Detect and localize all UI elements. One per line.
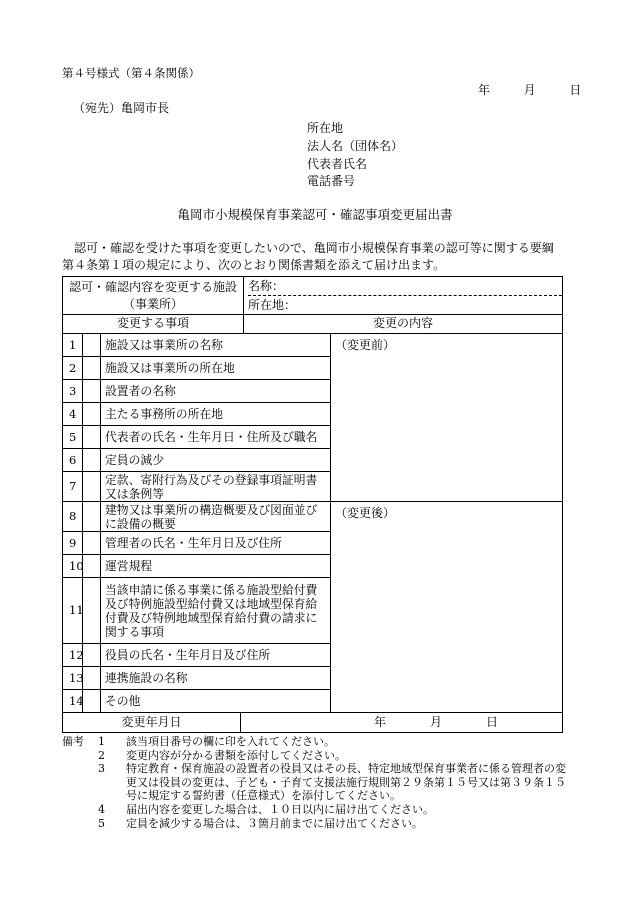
applicant-block [307, 120, 403, 191]
items-header: 変更する事項 [63, 315, 244, 334]
applicant-address-label: 所在地 [307, 121, 344, 135]
item-label: 施設又は事業所の所在地 [101, 357, 331, 380]
note-item [62, 762, 566, 803]
content-after-cell[interactable] [331, 502, 563, 713]
facility-address-label: 所在地： [248, 298, 297, 312]
item-label: 施設又は事業所の名称 [101, 334, 331, 357]
item-check-box[interactable] [83, 690, 101, 713]
intro-paragraph [62, 240, 572, 274]
intro-line-2: 第４条第１項の規定により、次のとおり関係書類を添えて届け出ます。 [62, 258, 446, 272]
item-check-box[interactable] [83, 380, 101, 403]
facility-row [63, 277, 563, 315]
note-number: 3 [98, 762, 105, 776]
content-before-cell[interactable] [331, 334, 563, 502]
table-header-row [63, 315, 563, 334]
note-text: 該当項目番号の欄に印を入れてください。 [126, 735, 335, 748]
item-check-box[interactable] [83, 334, 101, 357]
item-label: その他 [101, 690, 331, 713]
item-check-box[interactable] [83, 502, 101, 532]
note-number: 1 [98, 735, 105, 748]
item-number: 13 [63, 667, 83, 690]
item-number: 12 [63, 644, 83, 667]
item-check-box[interactable] [83, 555, 101, 578]
facility-name-field[interactable] [248, 277, 562, 296]
item-label: 建物又は事業所の構造概要及び図面並びに設備の概要 [101, 502, 331, 532]
item-check-box[interactable] [83, 644, 101, 667]
item-number: 9 [63, 532, 83, 555]
note-item [62, 749, 566, 763]
item-number: 5 [63, 426, 83, 449]
change-table [62, 276, 563, 733]
item-number: 11 [63, 578, 83, 644]
item-number: 8 [63, 502, 83, 532]
item-check-box[interactable] [83, 426, 101, 449]
item-check-box[interactable] [83, 449, 101, 472]
facility-label-cell [63, 277, 244, 315]
change-date-label: 変更年月日 [63, 713, 241, 733]
facility-fields-cell [244, 277, 563, 315]
notes-label: 備考 [62, 735, 84, 748]
addressee: （宛先）亀岡市長 [73, 101, 170, 115]
item-check-box[interactable] [83, 578, 101, 644]
notes-label-spacer [62, 803, 96, 817]
item-label: 設置者の名称 [101, 380, 331, 403]
notes-block [62, 735, 566, 830]
date-month-label: 月 [523, 83, 536, 97]
notes-label-spacer [62, 749, 96, 763]
table-row [63, 502, 563, 532]
change-date-day-label: 日 [486, 714, 499, 729]
form-id: 第４号様式（第４条関係） [62, 66, 200, 80]
submission-date [478, 83, 581, 99]
item-label: 運営規程 [101, 555, 331, 578]
item-label: 連携施設の名称 [101, 667, 331, 690]
item-check-box[interactable] [83, 403, 101, 426]
item-label: 当該申請に係る事業に係る施設型給付費及び特例施設型給付費又は地域型保育給付費及び特例地域型保育給付費の請求に関する事項 [101, 578, 331, 644]
item-label: 定員の減少 [101, 449, 331, 472]
item-number: 6 [63, 449, 83, 472]
change-date-month-label: 月 [430, 714, 443, 729]
note-number: 2 [98, 748, 105, 762]
facility-label-line1: 認可・確認内容を変更する施設 [69, 279, 238, 294]
note-text: 届出内容を変更した場合は、１０日以内に届け出てください。 [126, 802, 434, 816]
item-number: 4 [63, 403, 83, 426]
applicant-corp-name-label: 法人名（団体名） [307, 138, 404, 153]
note-item [62, 735, 566, 749]
change-date-row [63, 713, 563, 733]
facility-name-label: 名称： [248, 279, 285, 293]
content-header: 変更の内容 [244, 315, 563, 334]
facility-address-field[interactable] [248, 296, 562, 314]
item-label: 定款、寄附行為及びその登録事項証明書又は条例等 [101, 472, 331, 502]
date-day-label: 日 [569, 83, 582, 97]
item-check-box[interactable] [83, 667, 101, 690]
before-label: （変更前） [335, 338, 396, 352]
item-label: 主たる事務所の所在地 [101, 403, 331, 426]
note-text: 変更内容が分かる書類を添付してください。 [126, 748, 346, 762]
item-check-box[interactable] [83, 532, 101, 555]
notes-label-spacer [62, 817, 96, 831]
intro-line-1: 認可・確認を受けた事項を変更したいので、亀岡市小規模保育事業の認可等に関する要綱 [74, 241, 554, 255]
date-year-label: 年 [478, 83, 491, 97]
note-number: 5 [98, 816, 105, 830]
item-number: 10 [63, 555, 83, 578]
document-title: 亀岡市小規模保育事業認可・確認事項変更届出書 [177, 207, 453, 222]
item-check-box[interactable] [83, 357, 101, 380]
note-text: 特定教育・保育施設の設置者の役員又はその長、特定地域型保育事業者に係る管理者の変更又は役員の変更は、子ども・子育て支援法施行規則第２９条第１５号又は第３９条１５号に規定する誓約書（任意様式）を添付してください。 [126, 762, 566, 803]
after-label: （変更後） [335, 506, 396, 520]
item-number: 3 [63, 380, 83, 403]
item-number: 7 [63, 472, 83, 502]
item-label: 管理者の氏名・生年月日及び住所 [101, 532, 331, 555]
applicant-rep-name-label: 代表者氏名 [307, 156, 368, 171]
item-label: 代表者の氏名・生年月日・住所及び職名 [101, 426, 331, 449]
applicant-phone-label: 電話番号 [307, 174, 356, 189]
note-number: 4 [98, 802, 105, 816]
item-number: 14 [63, 690, 83, 713]
note-item [62, 803, 566, 817]
notes-label-spacer [62, 762, 96, 803]
item-number: 2 [63, 357, 83, 380]
item-number: 1 [63, 334, 83, 357]
item-label: 役員の氏名・生年月日及び住所 [101, 644, 331, 667]
note-text: 定員を減少する場合は、３箇月前までに届け出てください。 [126, 816, 423, 830]
note-item [62, 817, 566, 831]
change-date-field[interactable] [241, 713, 563, 733]
table-row [63, 334, 563, 357]
facility-label-line2: （事業所） [123, 296, 184, 311]
change-date-year-label: 年 [373, 714, 386, 729]
item-check-box[interactable] [83, 472, 101, 502]
